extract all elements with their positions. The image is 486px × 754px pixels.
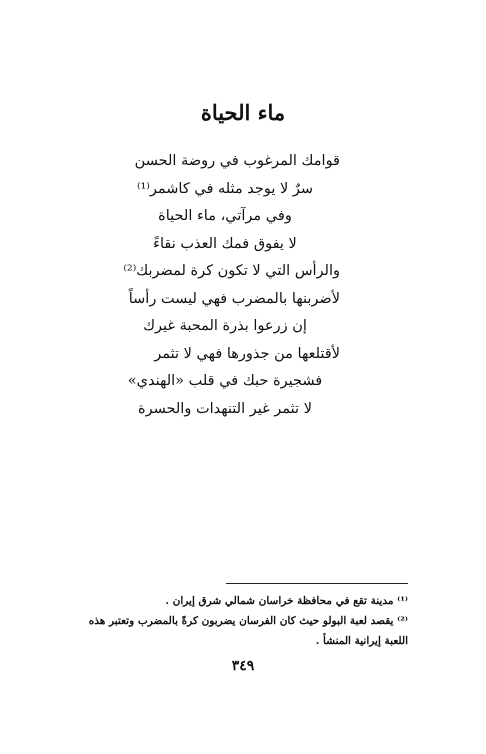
footnotes: [68, 591, 408, 651]
footnote-2-continued: اللعبة إيرانية المنشأ .: [315, 635, 408, 647]
footnote-1: ⁽¹⁾ مدينة تقع في محافظة خراسان شمالي شرق إيران .: [165, 595, 408, 607]
footnote-divider: [226, 583, 408, 584]
poem-line: لا يفوق فمك العذب نقاءً: [153, 235, 297, 252]
poem-title: ماء الحياة: [200, 100, 286, 125]
poem-line: لأقتلعها من جذورها فهي لا تثمر: [154, 345, 340, 362]
poem-line: وفي مرآتي، ماء الحياة: [158, 208, 292, 224]
footnote-2: ⁽²⁾ يقصد لعبة البولو حيث كان الفرسان يضربون كرةً بالمضرب وتعتبر هذه: [88, 615, 408, 627]
poem-line: لأضربنها بالمضرب فهي ليست رأساً: [128, 290, 340, 307]
poem-line: سرٌ لا يوجد مثله في كاشمر⁽¹⁾: [136, 180, 314, 197]
poem-line: قوامك المرغوب في روضة الحسن: [134, 153, 340, 169]
poem-line: لا تثمر غير التنهدات والحسرة: [138, 400, 312, 417]
poem-line: والرأس التي لا تكون كرة لمضربك⁽²⁾: [123, 263, 340, 279]
poem-line: فشجيرة حبك في قلب «الهندي»: [127, 373, 323, 389]
page-number: ٣٤٩: [231, 658, 255, 674]
poem-line: إن زرعوا بذرة المحبة غيرك: [143, 318, 307, 334]
poem-body: [90, 148, 340, 423]
